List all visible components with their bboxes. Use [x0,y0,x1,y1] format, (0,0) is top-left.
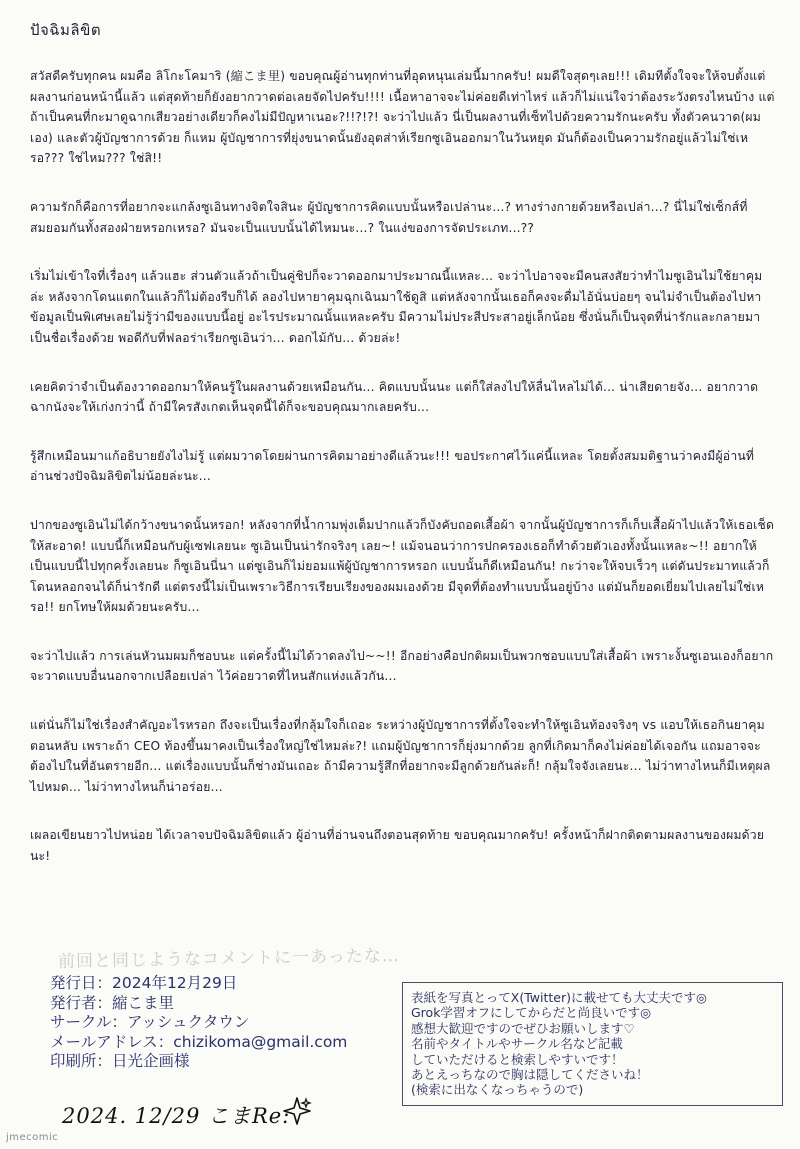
circle-name: サークル：アッシュクタウン [50,1013,250,1031]
paragraph-6: ปากของซูเอินไม่ได้กว้างขนาดนั้นหรอก! หลังจากที่น้ำกามพุ่งเต็มปากแล้วก็บังคับถอดเสื้อผ้า จากนั้นผู้บัญชาการก็เก็บเสื้อผ้าไปแล้วให้เธอเช็ดให้สะอาด! แบบนี้ก็เหมือนกับผู้เซฟเลยนะ ซูเอินเป็นน่ารักจริงๆ เลย~! แม้จนอนว่าการปกครองเธอก็ทำด้วยตัวเองทั้งนั้นแหละ~!! อยากให้เป็นแบบนี้ไปทุกครั้งเลยนะ ก็ซูเอินนี่นา แต่ซูเอินก็ไม่ยอมแพ้ผู้บัญชาการหรอก แบบนั้นก็ดีเหมือนกัน! กะว่าจะให้จบเร็วๆ แต่ดันประมาทแล้วก็โดนหลอกจนได้ก็น่ารักดี แต่ตรงนี้ไม่เป็นเพราะวิธีการเรียบเรียงของผมเองด้วย มีจุดที่ต้องทำแบบนั้นอยู่บ้าง แต่มันก็ยอดเยี่ยมไปเลยไม่ใช่เหรอ!! ยกโทษให้ผมด้วยนะครับ... [30,517,775,615]
paragraph-4: เคยคิดว่าจำเป็นต้องวาดออกมาให้คนรู้ในผลงานด้วยเหมือนกัน... คิดแบบนั้นนะ แต่ก็ใส่ลงไปให้ลื่นไหลไม่ได้... น่าเสียดายจัง... อยากวาดฉากนังจะให้เก่งกว่านี้ ถ้ามีใครสังเกตเห็นจุดนี้ได้ก็จะขอบคุณมากเลยครับ... [30,379,759,415]
page-title: ปัจฉิมลิขิต [30,21,102,39]
colophon [50,974,347,1072]
notice-line: Grok学習オフにしてからだと尚良いです◎ [411,1005,651,1021]
notice-line: あとえっちなので胸は隠してくださいね！ [411,1067,649,1083]
notice-box [402,982,783,1106]
paragraph-2: ความรักก็คือการที่อยากจะแกล้งซูเอินทางจิตใจสินะ ผู้บัญชาการคิดแบบนั้นหรือเปล่านะ...? ทางร่างกายด้วยหรือเปล่า...? นี่ไม่ใช่เซ็กส์ที่สมยอมกันทั้งสองฝ่ายหรอกเหรอ? มันจะเป็นแบบนั้นได้ไหมนะ...? ในแง่ของการจัดประเภท...?? [30,199,748,235]
signature: 2024. 12/29 こまRe: [62,1104,291,1128]
printer: 印刷所：日光企画様 [50,1052,190,1070]
paragraph-9: เผลอเขียนยาวไปหน่อย ได้เวลาจบปัจฉิมลิขิตแล้ว ผู้อ่านที่อ่านจนถึงตอนสุดท้าย ขอบคุณมากครับ! ครั้งหน้าก็ฝากติดตามผลงานของผมด้วยนะ! [30,828,765,864]
email-address: メールアドレス：chizikoma@gmail.com [50,1032,348,1051]
sparkle-icon [282,1096,312,1126]
faint-handwritten-note: 前回と同じようなコメントに一あったな… [57,946,401,972]
paragraph-7: จะว่าไปแล้ว การเล่นหัวนมผมก็ชอบนะ แต่ครั้งนี้ไม่ได้วาดลงไป~~!! อีกอย่างคือปกติผมเป็นพวกชอบแบบใส่เสื้อผ้า เพราะงั้นซูเอนเองก็อยากจะวาดแบบอื่นนอกจากเปลือยเปล่า ไว้ค่อยวาดที่ไหนสักแห่งแล้วกัน... [30,648,774,684]
notice-line: (検索に出なくなっちゃうので) [411,1082,584,1098]
paragraph-5: รู้สึกเหมือนมาแก้อธิบายยังไงไม่รู้ แต่ผมวาดโดยผ่านการคิดมาอย่างดีแล้วนะ!!! ขอประกาศไว้แค่นี้แหละ โดยตั้งสมมติฐานว่าคงมีผู้อ่านที่อ่านช่วงปัจฉิมลิขิตไม่น้อยล่ะนะ... [30,448,755,484]
paragraph-3: เริ่มไม่เข้าใจที่เรื่องๆ แล้วแฮะ ส่วนตัวแล้วถ้าเป็นคู่ชิปก็จะวาดออกมาประมาณนี้แหละ... จะว่าไปอาจจะมีคนสงสัยว่าทำไมซูเอินไม่ใช้ยาคุมล่ะ หลังจากโดนแตกในแล้วก็ไม่ต้องรีบก็ได้ ลองไปหายาคุมฉุกเฉินมาใช้ดูสิ แต่หลังจากนั้นเธอก็คงจะดื่มไอ้นั่นบ่อยๆ จนไม่จำเป็นต้องไปหาข้อมูลเป็นพิเศษเลยไม่รู้ว่ามีของแบบนี้อยู่ อะไรประมาณนั้นแหละครับ มีความไม่ประสีประสาอยู่เล็กน้อย ซึ่งนั่นก็เป็นจุดที่น่ารักและกลายมาเป็นชื่อเรื่องด้วย พอดีกับที่ฟลอร่าเรียกซูเอินว่า... ดอกไม้กับ... ด้วยล่ะ! [30,269,763,345]
notice-line: 感想大歓迎ですのでぜひお願いします♡ [411,1020,635,1036]
notice-line: 名前やタイトルやサークル名など記載 [411,1036,623,1052]
paragraph-8: แต่นั่นก็ไม่ใช่เรื่องสำคัญอะไรหรอก ถึงจะเป็นเรื่องที่กลุ้มใจก็เถอะ ระหว่างผู้บัญชาการที่ตั้งใจจะทำให้ซูเอินท้องจริงๆ vs แอบให้เธอกินยาคุมตอนหลับ เพราะถ้า CEO ท้องขึ้นมาคงเป็นเรื่องใหญ่ใช่ไหมล่ะ?! แถมผู้บัญชาการก็ยุ่งมากด้วย ลูกที่เกิดมาก็คงไม่ค่อยได้เจอกัน แถมอาจจะต้องไปในที่อันตรายอีก... แต่เรื่องแบบนั้นก็ช่างมันเถอะ ถ้ามีความรู้สึกที่อยากจะมีลูกด้วยกันล่ะก็! กลุ้มใจจังเลยนะ... ไม่ว่าทางไหนก็มีเหตุผลไปหมด... ไม่ว่าทางไหนก็น่าอร่อย... [30,718,771,794]
publisher: 発行者：縮こま里 [50,993,175,1012]
afterword-body [30,66,775,895]
notice-line: 表紙を写真とってX(Twitter)に載せても大丈夫です◎ [411,990,707,1005]
publish-date: 発行日：2024年12月29日 [50,974,238,992]
watermark: jmecomic [6,1132,59,1143]
paragraph-1: สวัสดีครับทุกคน ผมคือ ลิโกะโคมาริ (縮こま里) ขอบคุณผู้อ่านทุกท่านที่อุดหนุนเล่มนี้มากครับ! ผมดีใจสุดๆเลย!!! เดิมทีตั้งใจจะให้จบตั้งแต่ผลงานก่อนหน้านี้แล้ว แต่สุดท้ายก็ยังอยากวาดต่อเลยจัดไปครับ!!!! เนื้อหาอาจจะไม่ค่อยดีเท่าไหร่ แล้วก็ไม่แน่ใจว่าต้องระวังตรงไหนบ้าง แต่ถ้าเป็นคนที่กะมาดูฉากเสียวอย่างเดียวก็คงไม่มีปัญหาเนอะ?!!?!?! จะว่าไปแล้ว นี่เป็นผลงานที่เซ็ทไปด้วยความรักนะครับ ทั้งตัวคนวาด(ผมเอง) และตัวผู้บัญชาการด้วย ก็แหม ผู้บัญชาการที่ยุ่งขนาดนั้นยังอุตส่าห์เรียกซูเอินออกมาในวันหยุด มันก็ต้องเป็นความรักอยู่แล้วไม่ใช่เหรอ??? ใช่ไหม??? ใช่สิ!! [30,69,775,166]
notice-line: していただけると検索しやすいです！ [411,1051,624,1067]
